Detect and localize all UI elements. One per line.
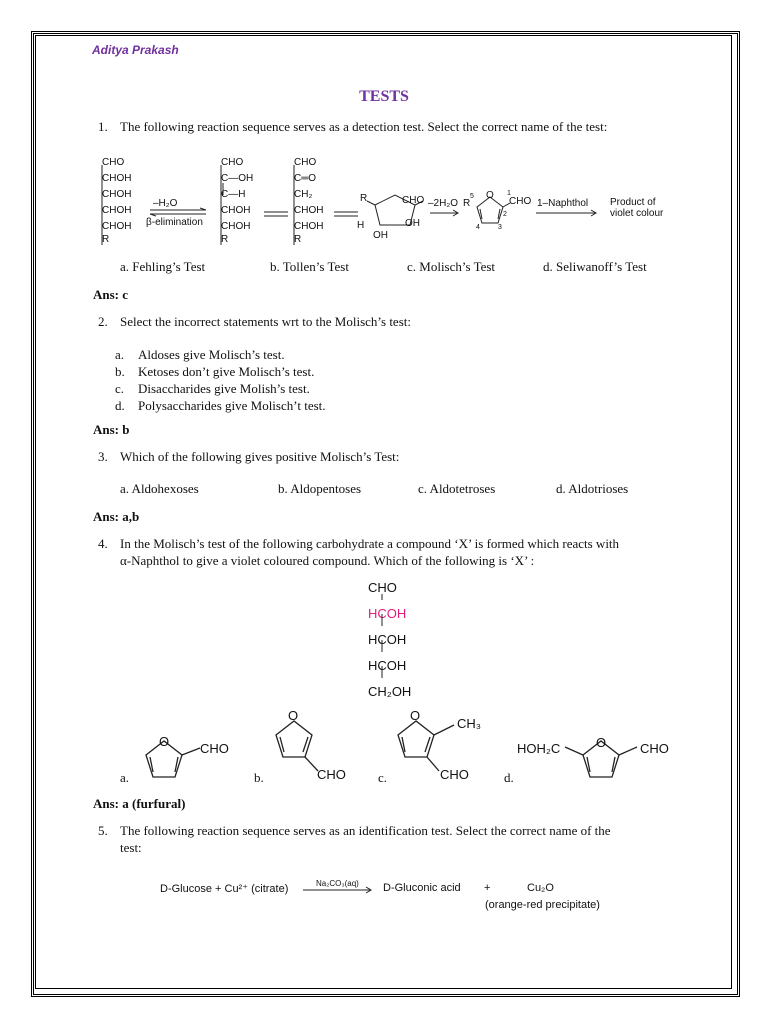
product-line: violet colour <box>610 208 664 219</box>
q1-option-c[interactable]: c. Molisch’s Test <box>407 259 496 274</box>
q1-option-d[interactable]: d. Seliwanoff’s Test <box>543 259 647 274</box>
struct-line: CHOH <box>102 221 132 232</box>
q3-answer: Ans: a,b <box>93 509 140 524</box>
q3-number: 3. <box>98 449 108 464</box>
struct-line: R <box>221 234 229 245</box>
choice-a-ring-o: O <box>159 734 170 749</box>
q5-text-line1: The following reaction sequence serves as an identification test. Select the correct name of the <box>120 823 611 838</box>
list-item: b. Ketoses don’t give Molisch’s test. <box>115 364 315 379</box>
q1-option-b[interactable]: b. Tollen’s Test <box>270 259 349 274</box>
struct-line: CHOH <box>294 205 324 216</box>
q4-fischer-bonds <box>381 594 385 704</box>
list-item: a. Aldoses give Molisch’s test. <box>115 347 285 362</box>
struct-line: CHOH <box>102 205 132 216</box>
q1-arrow2-label: –2H₂O <box>428 198 459 209</box>
q4-choice-c-furan <box>392 715 462 775</box>
q4-choice-a-furan <box>140 730 200 785</box>
struct-line: CHO <box>221 157 244 168</box>
fischer-line: HCOH <box>368 632 407 647</box>
furan-o: O <box>486 190 494 201</box>
q1-arrow-3 <box>536 210 598 216</box>
choice-d-ring-o: O <box>596 735 607 750</box>
choice-d-cho: CHO <box>640 741 669 756</box>
q4-choice-c-label[interactable]: c. <box>378 770 388 785</box>
struct-line: CHOH <box>102 173 132 184</box>
q3-option-c[interactable]: c. Aldotetroses <box>418 481 496 496</box>
q2-text: Select the incorrect statements wrt to the Molisch’s test: <box>120 314 411 329</box>
furan-cho: CHO <box>509 196 532 207</box>
fischer-line: HCOH <box>368 658 407 673</box>
choice-d-hoh2c: HOH₂C <box>517 741 561 756</box>
struct-line: CHOH <box>102 189 132 200</box>
furan-n5: 5 <box>470 193 474 200</box>
struct-line: CHO <box>294 157 317 168</box>
q2-answer: Ans: b <box>93 422 130 437</box>
struct-line: CHO <box>102 157 125 168</box>
furan-n1: 1 <box>507 190 511 197</box>
furan-r: R <box>463 198 471 209</box>
fischer-line: CH₂OH <box>368 684 412 699</box>
q5-product2-note: (orange-red precipitate) <box>485 899 600 911</box>
q4-choice-a-label[interactable]: a. <box>120 770 130 785</box>
q4-choice-d-label[interactable]: d. <box>504 770 514 785</box>
furan-n3: 3 <box>498 224 502 231</box>
q1-arrow1-top: –H₂O <box>153 198 178 209</box>
furan-n4: 4 <box>476 224 480 231</box>
q5-plus: + <box>484 882 491 894</box>
q1-structure-2-bonds <box>219 165 229 255</box>
struct-line: C—OH <box>221 173 254 184</box>
q5-reagent: Na₂CO₃(aq) <box>316 879 359 888</box>
ring-oh1: OH <box>373 230 388 241</box>
q3-option-b[interactable]: b. Aldopentoses <box>278 481 362 496</box>
product-line: Product of <box>610 197 656 208</box>
struct-line: R <box>102 234 110 245</box>
q4-text-line1: In the Molisch’s test of the following carbohydrate a compound ‘X’ is formed which reacts with <box>120 536 620 551</box>
choice-b-cho: CHO <box>317 767 346 782</box>
q3-option-d[interactable]: d. Aldotrioses <box>556 481 629 496</box>
q1-option-a[interactable]: a. Fehling’s Test <box>120 259 206 274</box>
ring-r: R <box>360 193 368 204</box>
struct-line: CHOH <box>221 221 251 232</box>
q5-product2: Cu₂O <box>527 882 554 894</box>
page-title: TESTS <box>359 88 409 105</box>
q1-equilibrium-arrow-3 <box>332 210 362 220</box>
q1-arrow3-label: 1–Naphthol <box>537 198 589 209</box>
q1-structure-1-bonds <box>100 165 110 255</box>
q5-product1: D-Gluconic acid <box>383 882 461 894</box>
q4-choice-b-furan <box>270 715 320 775</box>
q1-answer: Ans: c <box>93 287 129 302</box>
q4-choice-b-label[interactable]: b. <box>254 770 264 785</box>
q1-arrow1-bottom: β-elimination <box>146 217 203 228</box>
author-name: Aditya Prakash <box>92 43 179 57</box>
struct-line: CHOH <box>294 221 324 232</box>
struct-line: R <box>294 234 302 245</box>
q1-text: The following reaction sequence serves as a detection test. Select the correct name of the test: <box>120 119 608 134</box>
q1-number: 1. <box>98 119 108 134</box>
struct-line: CH₂ <box>294 189 313 200</box>
q2-statement-list <box>115 346 326 414</box>
choice-a-cho: CHO <box>200 741 229 756</box>
q3-option-a[interactable]: a. Aldohexoses <box>120 481 199 496</box>
choice-b-ring-o: O <box>288 708 299 723</box>
choice-c-cho: CHO <box>440 767 469 782</box>
choice-c-ch3: CH₃ <box>457 716 482 731</box>
q4-answer: Ans: a (furfural) <box>93 796 186 811</box>
q5-reactant: D-Glucose + Cu²⁺ (citrate) <box>160 883 289 895</box>
ring-h: H <box>357 220 365 231</box>
struct-line: C═O <box>294 173 317 184</box>
struct-line: C—H <box>221 189 246 200</box>
q5-reaction-arrow <box>303 887 373 893</box>
q3-text: Which of the following gives positive Molisch’s Test: <box>120 449 400 464</box>
q4-number: 4. <box>98 536 108 551</box>
list-item: d. Polysaccharides give Molisch’t test. <box>115 398 326 413</box>
ring-cho: CHO <box>402 195 425 206</box>
list-item: c. Disaccharides give Molish’s test. <box>115 381 310 396</box>
choice-c-ring-o: O <box>410 708 421 723</box>
q5-text-line2: test: <box>120 840 142 855</box>
q2-number: 2. <box>98 314 108 329</box>
fischer-line: CHO <box>368 580 397 595</box>
struct-line: CHOH <box>221 205 251 216</box>
q1-arrow-2 <box>430 210 460 216</box>
q5-number: 5. <box>98 823 108 838</box>
q1-product <box>610 197 663 219</box>
q1-equilibrium-arrow-2 <box>262 210 292 220</box>
q4-text-line2: α-Naphthol to give a violet coloured compound. Which of the following is ‘X’ : <box>120 553 535 568</box>
ring-oh2: OH <box>405 218 420 229</box>
q1-structure-3-bonds <box>292 165 302 255</box>
furan-n2: 2 <box>503 211 507 218</box>
q4-fischer-projection <box>368 575 411 705</box>
fischer-line-highlight: HCOH <box>368 606 407 621</box>
